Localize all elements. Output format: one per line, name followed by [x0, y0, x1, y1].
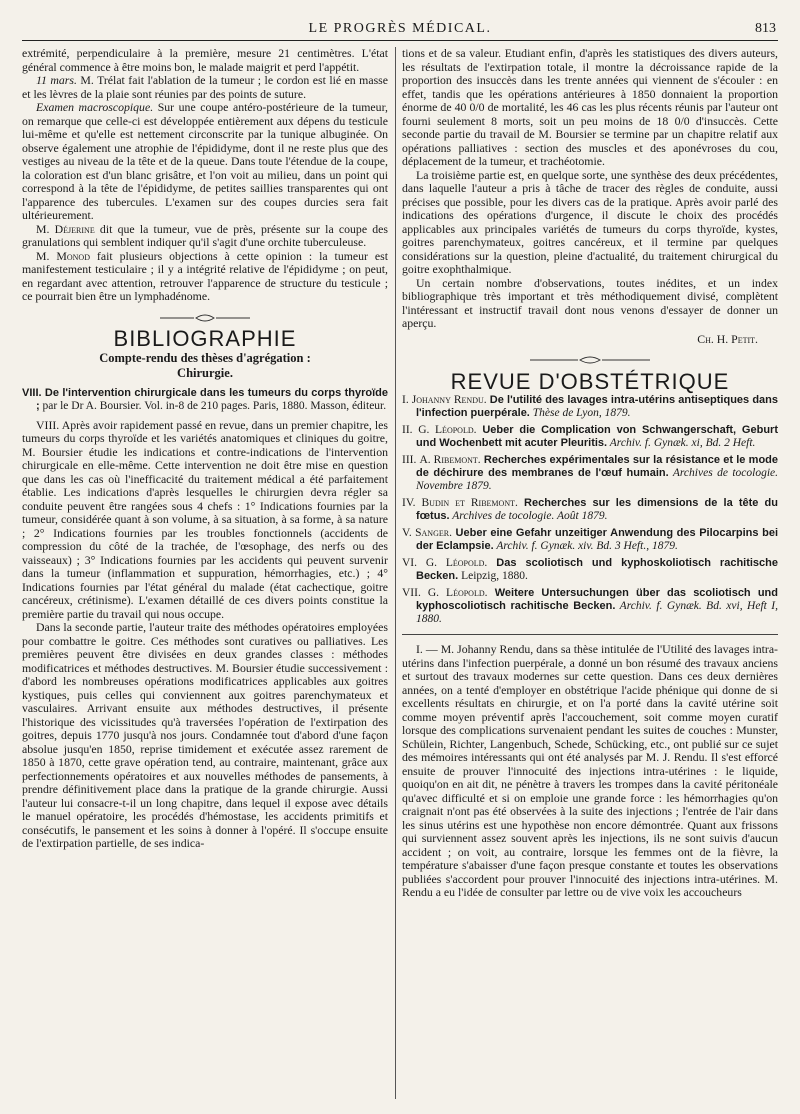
reference-details: Thèse de Lyon, 1879. [529, 407, 631, 419]
reference-author: Sanger. [415, 527, 452, 539]
reference-number: V. [402, 527, 412, 539]
ornament-icon [530, 356, 650, 364]
paragraph-text: M. Trélat fait l'ablation de la tumeur ; le cordon est lié en masse et les lèvres de la plaie sont réunies par des points de suture. [22, 73, 388, 101]
reference-number: III. [402, 454, 417, 466]
bibliographic-reference [22, 387, 388, 413]
left-column [22, 47, 388, 851]
reference-title: De l'utilité des lavages intra-utérins antiseptiques dans l'infection puerpérale. [416, 394, 779, 419]
reference-number: IV. [402, 497, 416, 509]
paragraph: I. — M. Johanny Rendu, dans sa thèse intitulée de l'Utilité des lavages intra-utérins dans l'infection puerpérale, a donné un bon résumé des travaux anciens et surtout des travaux modernes sur cette question. Dans ces deux dernières années, on a tenté d'employer en obstétrique l'acide phénique qui donne de si excellents résultats en chirurgie, et on l'a porté dans la cavité utérine soit comme moyen préventif après l'accouchement, soit comme moyen curatif lorsque des complications survenaient pendant les suites de couches : Munster, Schülein, Richter, Langenbuch, Schede, Schücking, etc., ont publié sur ce sujet des mémoires intéressants qui ont été analysés par M. J. Rendu. Il s'est efforcé ensuite de prouver l'innocuité des injections intra-utérines : le liquide, quoiqu'on en ait dit, ne pénètre à travers les trompes dans la cavité péritonéale qu'avec difficulté et si on emploie une grande force : les hémorrhagies qu'on craignait n'ont pas été observées à la suite des injections ; l'entrée de l'air dans les sinus utérins est une hypothèse non encore démontrée. Quant aux frissons qui surviennent assez souvent après les injections, ils ne sont suivis d'aucun accident ; on voit, au contraire, lorsque les femmes ont de la fièvre, la température s'abaisser d'une façon presque constante et toutes les observations publiées s'accordent pour prouver l'innocuité des injections intra-utérines. M. Rendu a eu l'idée de consulter par lettre ou de vive voix les accoucheurs [402, 642, 778, 899]
signature: Ch. H. Petit. [697, 331, 758, 346]
reference-item [402, 454, 778, 493]
person-name: M. Monod [36, 248, 90, 263]
section-subtitle: Chirurgie. [177, 366, 233, 380]
reference-author: A. Ribemont. [419, 454, 481, 466]
right-column [402, 47, 778, 900]
paragraph: La troisième partie est, en quelque sorte, une synthèse des deux précédentes, dans laquelle l'auteur a pris à tâche de tracer des règles de conduite, aussi précises que possible, pour les divers cas de la pratique. Après avoir parlé des indications des opérations d'urgence, il discute le choix des procédés applicables aux principales variétés de tumeurs du corps thyroïde, kystes, goitres parenchymateux, goitres cancéreux, et il termine par quelques considérations sur la question, pleine d'actualité, du traitement chirurgical du goitre exophthalmique. [402, 167, 778, 276]
reference-item [402, 527, 778, 553]
paragraph [22, 101, 388, 223]
reference-number: II. [402, 424, 413, 436]
ornament-icon [160, 314, 250, 322]
section-title: REVUE D'OBSTÉTRIQUE [450, 368, 730, 394]
reference-list [402, 394, 778, 626]
reference-title: De l'intervention chirurgicale dans les tumeurs du corps thyroïde ; [36, 386, 388, 412]
ornament-divider [402, 355, 778, 369]
reference-number: VI. [402, 557, 418, 569]
page-number: 813 [755, 21, 776, 36]
paragraph-text: fait plusieurs objections à cette opinion : la tumeur est manifestement testiculaire ; il y a intégrité relative de l'épididyme ; on peut, en regardant avec attention, retrouver l'apparence de structure du testicule ; ce pourrait bien être un lymphadénome. [22, 248, 388, 303]
reference-title: Recherches sur les dimensions de la tête du fœtus. [416, 497, 778, 522]
lead-in: Examen macroscopique. [36, 100, 154, 114]
reference-item [402, 424, 778, 450]
section-title: BIBLIOGRAPHIE [113, 326, 297, 351]
reference-author: G. Léopold. [427, 587, 488, 599]
ornament-divider [22, 313, 388, 327]
paragraph-text: Sur une coupe antéro-postérieure de la tumeur, on remarque que celle-ci est développée entièrement aux dépens du testicule lui-même et qu'elle est nettement circonscrite par la tunique albuginée. On observe également une atrophie de l'épididyme, dont il ne reste plus que des vestiges au niveau de la tête et de la queue. Dans toute l'étendue de la coupe, la coloration est d'un blanc grisâtre, et l'on voit au milieu, dans un point qui correspond à la tête de l'épididyme, de petites saillies transparentes qui ont l'apparence des tubercules. L'examen sur des coupes durcies sera fait ultérieurement. [22, 100, 388, 222]
reference-number: I. [402, 394, 409, 406]
reference-number: VII. [402, 587, 421, 599]
paragraph: tions et de sa valeur. Etudiant enfin, d'après les statistiques des divers auteurs, les résultats de l'extirpation totale, il montre la décroissance rapide de la proportion des insuccès dans les trente années qui viennent de s'écouler : en effet, tandis que les opérations antérieures à 1850 donnaient la proportion énorme de 40 0/0 de mortalité, les 46 cas les plus récents réunis par l'auteur ont fourni seulement 8 morts, soit un peu moins de 18 0/0 d'insuccès. Cette seconde partie du travail de M. Boursier se termine par un chapitre relatif aux opérations palliatives : section des muscles et des aponévroses du cou, déplacement de la tumeur, et trachéotomie. [402, 46, 778, 168]
reference-item [402, 557, 778, 583]
paragraph: extrémité, perpendiculaire à la première, mesure 21 centimètres. L'état général commence à être moins bon, le malade maigrit et perd l'appétit. [22, 46, 388, 74]
reference-item [402, 497, 778, 523]
reference-title: Das scoliotisch und kyphoskoliotisch rachitische Becken. [416, 557, 779, 582]
reference-title: Recherches expérimentales sur la résistance et le mode de déchirure des membranes de l'œuf humain. [416, 454, 778, 479]
reference-details: Archiv. f. Gynæk. Bd. xvi, Heft I, 1880. [416, 600, 778, 625]
reference-author: Budin et Ribemont. [421, 497, 518, 509]
paragraph [22, 74, 388, 101]
reference-details: Archives de tocologie. Novembre 1879. [416, 467, 779, 492]
section-subtitle: Compte-rendu des thèses d'agrégation : [99, 350, 311, 365]
paragraph [22, 250, 388, 304]
reference-details: Archives de tocologie. Août 1879. [449, 510, 608, 522]
reference-number: VIII. [22, 386, 42, 399]
paragraph: VIII. Après avoir rapidement passé en revue, dans un premier chapitre, les tumeurs du corps thyroïde et les variétés anatomiques et cliniques du goitre, M. Boursier étudie les indications et contre-indications de l'intervention chirurgicale en elle-même. Cette intervention ne doit être mise en question que dans les cas où l'inefficacité du traitement médical a été parfaitement établie. Les indications d'après lesquelles le chirurgien devra régler sa conduite peuvent être rangées sous 4 chefs : 1° Indications fournies par la tumeur, considérée quant à son volume, à sa situation, à sa forme, à sa nature ; 2° Indications fournies par les troubles fonctionnels (accidents de compression du côté de la trachée, de l'œsophage, des nerfs ou des vaisseaux) ; 3° Indications fournies par les accidents qui peuvent survenir dans la tumeur (inflammation et suppuration, hémorrhagies, etc.) ; 4° Indications fournies par l'état général du malade (état cachectique, goitre cancéreux, crétinisme). L'examen détaillé de ces divers points constitue la première partie du travail qui nous occupe. [22, 417, 388, 621]
journal-title: LE PROGRÈS MÉDICAL. [308, 21, 492, 36]
reference-title: Ueber die Complication von Schwangerschaft, Geburt und Wochenbett mit acuter Pleuritis. [416, 424, 778, 449]
paragraph: Dans la seconde partie, l'auteur traite des méthodes opératoires employées pour combattre le goitre. Ces méthodes sont curatives ou palliatives. Les premières peuvent être divisées en deux grandes classes : méthodes modificatrices et méthodes destructives. M. Boursier étudie successivement : d'abord les nombreuses opérations modificatrices applicables aux goitres kystiques, puis celles qui conviennent aux goitres parenchymateux et vasculaires. Arrivant ensuite aux méthodes destructives, il présente l'historique des vicissitudes qu'à traversées l'opération de l'extirpation des goitres, depuis 1770 jusqu'à nos jours. Condamnée tout d'abord d'une façon absolue jusqu'en 1850, reprise timidement et exécutée assez rarement de 1850 à 1870, cette grave opération tend, au contraire, maintenant, grâce aux perfectionnements opératoires et aux nouvelles méthodes de pansements, à prendre définitivement place dans la pratique de la grande chirurgie. Aussi l'auteur lui consacre-t-il un long chapitre, dans lequel il expose avec détails le manuel opératoire, les procédés d'hémostase, les accidents primitifs et consécutifs, le pansement et les soins à donner à l'opéré. Il s'occupe ensuite de l'extirpation partielle, de ses indica- [22, 620, 388, 850]
reference-details: Archiv. f. Gynæk. xi, Bd. 2 Heft. [607, 437, 756, 449]
reference-author: Johanny Rendu. [411, 394, 487, 406]
page-header [22, 20, 778, 41]
paragraph-text: dit que la tumeur, vue de près, présente sur la coupe des granulations qui semblent indiquer qu'il s'agit d'une orchite tuberculeuse. [22, 221, 388, 249]
reference-title: Ueber eine Gefahr unzeitiger Anwendung des Pilocarpins bei der Eclampsie. [416, 527, 778, 552]
reference-title: Weitere Untersuchungen über das scoliotisch und kyphoscoliotisch rachitische Becken. [416, 587, 778, 612]
paragraph [22, 223, 388, 250]
reference-item [402, 587, 778, 626]
date: 11 mars. [36, 73, 77, 87]
column-divider [395, 47, 396, 1099]
paragraph: Un certain nombre d'observations, toutes inédites, et un index bibliographique très important et très méthodiquement divisé, complètent l'intéressant et instructif travail dont nous venons d'essayer de donner un aperçu. [402, 275, 778, 330]
reference-item [402, 394, 778, 420]
reference-author: G. Léopold. [418, 424, 477, 436]
reference-details: Leipzig, 1880. [458, 570, 528, 582]
reference-details: Archiv. f. Gynæk. xiv. Bd. 3 Heft., 1879. [493, 540, 678, 552]
person-name: M. Déjerine [36, 221, 95, 236]
divider-rule [402, 634, 778, 635]
reference-author: G. Léopold. [425, 557, 488, 569]
reference-details: par le Dr A. Boursier. Vol. in-8 de 210 pages. Paris, 1880. Masson, éditeur. [39, 399, 387, 412]
